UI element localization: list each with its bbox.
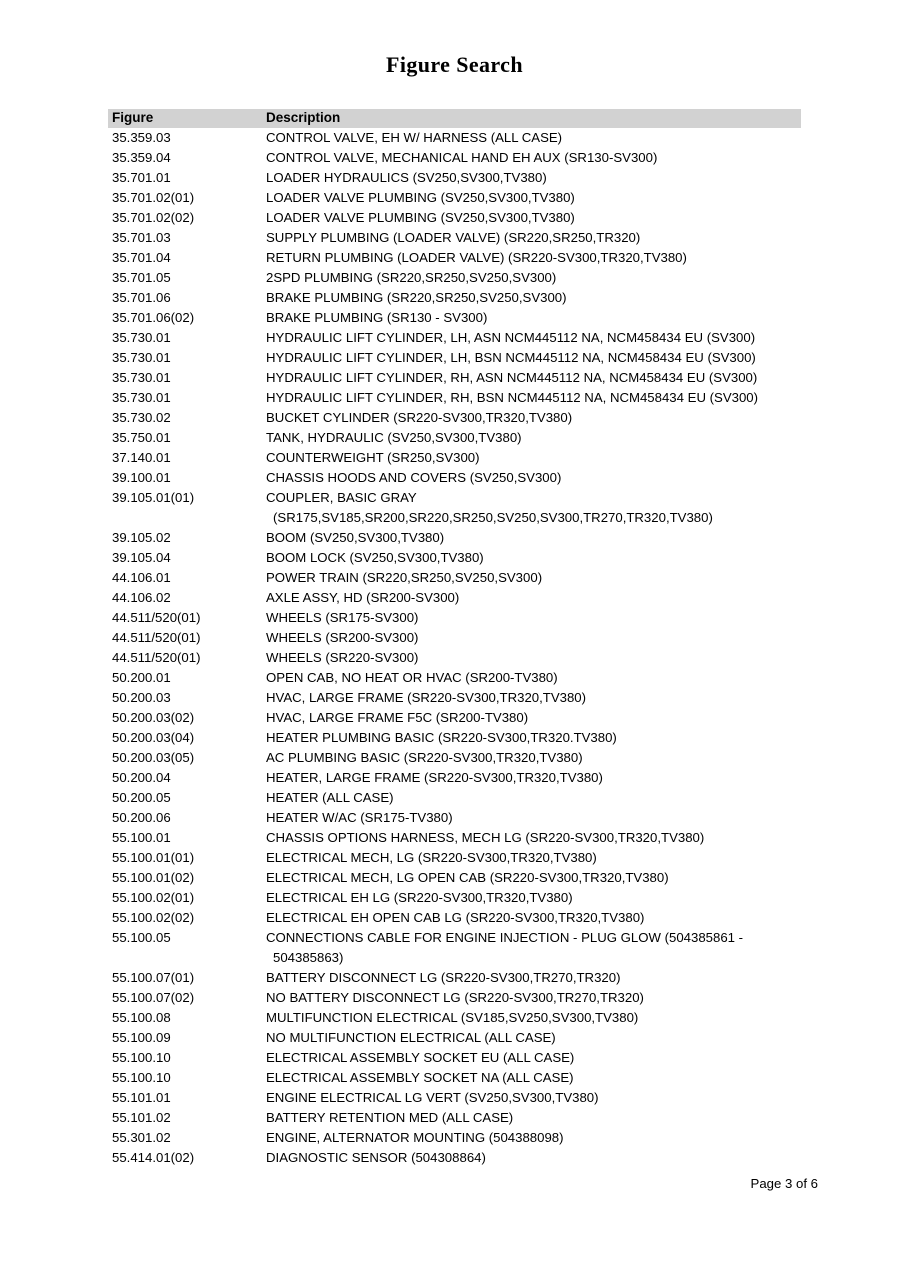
cell-figure: 35.730.01: [112, 330, 171, 345]
cell-description: HEATER (ALL CASE): [266, 790, 394, 805]
table-row: [108, 428, 801, 448]
cell-figure: 55.101.02: [112, 1110, 171, 1125]
table-row: [108, 968, 801, 988]
table-row: [108, 928, 801, 968]
cell-figure: 35.701.06: [112, 290, 171, 305]
table-row: [108, 988, 801, 1008]
cell-description: ENGINE ELECTRICAL LG VERT (SV250,SV300,TV380): [266, 1090, 599, 1105]
table-header: [108, 109, 801, 128]
cell-figure: 55.100.02(02): [112, 910, 195, 925]
cell-description: BATTERY RETENTION MED (ALL CASE): [266, 1110, 514, 1125]
cell-description: WHEELS (SR175-SV300): [266, 610, 419, 625]
table-row: [108, 1048, 801, 1068]
table-row: [108, 568, 801, 588]
table-row: [108, 228, 801, 248]
cell-figure: 44.511/520(01): [112, 630, 201, 645]
cell-figure: 35.701.03: [112, 230, 171, 245]
cell-figure: 44.511/520(01): [112, 650, 201, 665]
cell-description: POWER TRAIN (SR220,SR250,SV250,SV300): [266, 570, 543, 585]
cell-figure: 35.701.01: [112, 170, 171, 185]
cell-figure: 55.100.01(02): [112, 870, 195, 885]
table-row: [108, 748, 801, 768]
table-row: [108, 388, 801, 408]
cell-figure: 55.101.01: [112, 1090, 171, 1105]
cell-description: AC PLUMBING BASIC (SR220-SV300,TR320,TV380): [266, 750, 583, 765]
table-row: [108, 208, 801, 228]
table-row: [108, 908, 801, 928]
cell-description: 2SPD PLUMBING (SR220,SR250,SV250,SV300): [266, 270, 557, 285]
cell-figure: 55.100.01: [112, 830, 171, 845]
table-row: [108, 368, 801, 388]
figure-search-table: [108, 109, 801, 1168]
cell-figure: 44.106.01: [112, 570, 171, 585]
page-title: Figure Search: [386, 52, 523, 77]
table-row: [108, 188, 801, 208]
figure-search-table-container: [108, 109, 801, 1168]
table-row: [108, 1068, 801, 1088]
cell-figure: 50.200.06: [112, 810, 171, 825]
table-row: [108, 248, 801, 268]
cell-figure: 35.730.01: [112, 370, 171, 385]
cell-figure: 55.100.08: [112, 1010, 171, 1025]
column-header-figure: Figure: [108, 109, 262, 128]
table-row: [108, 728, 801, 748]
table-row: [108, 1108, 801, 1128]
cell-figure: 44.106.02: [112, 590, 171, 605]
table-row: [108, 648, 801, 668]
cell-description: CONTROL VALVE, EH W/ HARNESS (ALL CASE): [266, 130, 563, 145]
cell-description: BRAKE PLUMBING (SR130 - SV300): [266, 310, 488, 325]
cell-description: COUNTERWEIGHT (SR250,SV300): [266, 450, 480, 465]
cell-description: HVAC, LARGE FRAME (SR220-SV300,TR320,TV380): [266, 690, 587, 705]
cell-figure: 35.359.04: [112, 150, 171, 165]
cell-figure: 50.200.03: [112, 690, 171, 705]
cell-description: ENGINE, ALTERNATOR MOUNTING (504388098): [266, 1130, 564, 1145]
page-footer: Page 3 of 6: [750, 1176, 818, 1191]
cell-figure: 35.730.02: [112, 410, 171, 425]
cell-figure: 55.100.09: [112, 1030, 171, 1045]
cell-description: ELECTRICAL EH OPEN CAB LG (SR220-SV300,TR320,TV380): [266, 910, 645, 925]
cell-description: BOOM (SV250,SV300,TV380): [266, 530, 445, 545]
table-row: [108, 668, 801, 688]
description-line-2: 504385863): [273, 950, 344, 965]
table-row: [108, 128, 801, 148]
description-line-2: (SR175,SV185,SR200,SR220,SR250,SV250,SV300,TR270,TR320,TV380): [273, 510, 713, 525]
cell-description: HYDRAULIC LIFT CYLINDER, LH, ASN NCM445112 NA, NCM458434 EU (SV300): [266, 330, 756, 345]
cell-description: CHASSIS HOODS AND COVERS (SV250,SV300): [266, 470, 562, 485]
cell-figure: 39.100.01: [112, 470, 171, 485]
cell-figure: 35.701.06(02): [112, 310, 195, 325]
cell-figure: 50.200.05: [112, 790, 171, 805]
cell-figure: 35.701.04: [112, 250, 171, 265]
cell-figure: 55.301.02: [112, 1130, 171, 1145]
table-header-row: [108, 109, 801, 128]
table-row: [108, 1008, 801, 1028]
cell-figure: 39.105.01(01): [112, 490, 195, 505]
table-row: [108, 1088, 801, 1108]
cell-description: BUCKET CYLINDER (SR220-SV300,TR320,TV380): [266, 410, 573, 425]
cell-figure: 39.105.02: [112, 530, 171, 545]
cell-description: NO MULTIFUNCTION ELECTRICAL (ALL CASE): [266, 1030, 556, 1045]
table-row: [108, 348, 801, 368]
cell-description: LOADER VALVE PLUMBING (SV250,SV300,TV380): [266, 190, 575, 205]
table-row: [108, 168, 801, 188]
cell-figure: 50.200.04: [112, 770, 171, 785]
cell-figure: 35.730.01: [112, 390, 171, 405]
cell-figure: 35.359.03: [112, 130, 171, 145]
cell-description: [262, 488, 801, 528]
cell-description: CHASSIS OPTIONS HARNESS, MECH LG (SR220-SV300,TR320,TV380): [266, 830, 705, 845]
table-row: [108, 628, 801, 648]
column-header-description: Description: [262, 109, 801, 128]
cell-figure: 35.701.02(01): [112, 190, 195, 205]
description-line-1: COUPLER, BASIC GRAY: [266, 490, 417, 505]
table-row: [108, 288, 801, 308]
cell-figure: 55.100.10: [112, 1050, 171, 1065]
cell-description: HYDRAULIC LIFT CYLINDER, RH, ASN NCM445112 NA, NCM458434 EU (SV300): [266, 370, 758, 385]
table-row: [108, 888, 801, 908]
table-row: [108, 608, 801, 628]
cell-figure: 50.200.03(02): [112, 710, 195, 725]
cell-figure: 55.100.05: [112, 930, 171, 945]
cell-description: BATTERY DISCONNECT LG (SR220-SV300,TR270,TR320): [266, 970, 621, 985]
cell-figure: 35.750.01: [112, 430, 171, 445]
table-row: [108, 1028, 801, 1048]
table-row: [108, 588, 801, 608]
table-row: [108, 528, 801, 548]
cell-figure: 37.140.01: [112, 450, 171, 465]
table-row: [108, 808, 801, 828]
cell-figure: 44.511/520(01): [112, 610, 201, 625]
cell-description: ELECTRICAL MECH, LG (SR220-SV300,TR320,TV380): [266, 850, 597, 865]
cell-description: ELECTRICAL ASSEMBLY SOCKET EU (ALL CASE): [266, 1050, 575, 1065]
cell-description: HYDRAULIC LIFT CYLINDER, RH, BSN NCM445112 NA, NCM458434 EU (SV300): [266, 390, 759, 405]
cell-description: RETURN PLUMBING (LOADER VALVE) (SR220-SV300,TR320,TV380): [266, 250, 687, 265]
cell-figure: 55.100.10: [112, 1070, 171, 1085]
cell-figure: 35.730.01: [112, 350, 171, 365]
cell-figure: 55.100.02(01): [112, 890, 195, 905]
cell-description: DIAGNOSTIC SENSOR (504308864): [266, 1150, 486, 1165]
cell-description: HEATER W/AC (SR175-TV380): [266, 810, 453, 825]
cell-description: HEATER, LARGE FRAME (SR220-SV300,TR320,TV380): [266, 770, 603, 785]
cell-description: ELECTRICAL ASSEMBLY SOCKET NA (ALL CASE): [266, 1070, 574, 1085]
cell-description: OPEN CAB, NO HEAT OR HVAC (SR200-TV380): [266, 670, 558, 685]
table-row: [108, 848, 801, 868]
cell-description: HVAC, LARGE FRAME F5C (SR200-TV380): [266, 710, 529, 725]
table-row: [108, 548, 801, 568]
cell-figure: 35.701.02(02): [112, 210, 195, 225]
table-row: [108, 448, 801, 468]
cell-figure: 55.414.01(02): [112, 1150, 195, 1165]
table-row: [108, 308, 801, 328]
table-row: [108, 868, 801, 888]
cell-description: WHEELS (SR200-SV300): [266, 630, 419, 645]
cell-description: ELECTRICAL EH LG (SR220-SV300,TR320,TV380): [266, 890, 573, 905]
cell-figure: 55.100.07(01): [112, 970, 195, 985]
table-row: [108, 788, 801, 808]
cell-description: CONTROL VALVE, MECHANICAL HAND EH AUX (SR130-SV300): [266, 150, 658, 165]
table-row: [108, 708, 801, 728]
cell-description: WHEELS (SR220-SV300): [266, 650, 419, 665]
table-row: [108, 828, 801, 848]
description-line-1: CONNECTIONS CABLE FOR ENGINE INJECTION - PLUG GLOW (504385861 -: [266, 930, 744, 945]
table-row: [108, 1128, 801, 1148]
table-row: [108, 328, 801, 348]
cell-figure: 50.200.03(04): [112, 730, 195, 745]
cell-description: MULTIFUNCTION ELECTRICAL (SV185,SV250,SV300,TV380): [266, 1010, 639, 1025]
cell-description: HEATER PLUMBING BASIC (SR220-SV300,TR320.TV380): [266, 730, 617, 745]
table-body: [108, 128, 801, 1168]
table-row: [108, 1148, 801, 1168]
cell-description: [262, 928, 801, 968]
table-row: [108, 688, 801, 708]
cell-description: LOADER VALVE PLUMBING (SV250,SV300,TV380): [266, 210, 575, 225]
cell-figure: 35.701.05: [112, 270, 171, 285]
table-row: [108, 488, 801, 528]
cell-description: TANK, HYDRAULIC (SV250,SV300,TV380): [266, 430, 522, 445]
cell-description: BOOM LOCK (SV250,SV300,TV380): [266, 550, 484, 565]
cell-figure: 50.200.01: [112, 670, 171, 685]
table-row: [108, 768, 801, 788]
cell-description: LOADER HYDRAULICS (SV250,SV300,TV380): [266, 170, 547, 185]
table-row: [108, 408, 801, 428]
cell-description: BRAKE PLUMBING (SR220,SR250,SV250,SV300): [266, 290, 567, 305]
cell-figure: 39.105.04: [112, 550, 171, 565]
table-row: [108, 468, 801, 488]
cell-description: NO BATTERY DISCONNECT LG (SR220-SV300,TR270,TR320): [266, 990, 644, 1005]
cell-figure: 55.100.01(01): [112, 850, 195, 865]
table-row: [108, 268, 801, 288]
cell-description: ELECTRICAL MECH, LG OPEN CAB (SR220-SV300,TR320,TV380): [266, 870, 669, 885]
cell-description: AXLE ASSY, HD (SR200-SV300): [266, 590, 460, 605]
cell-description: SUPPLY PLUMBING (LOADER VALVE) (SR220,SR250,TR320): [266, 230, 641, 245]
cell-figure: 50.200.03(05): [112, 750, 195, 765]
cell-description: HYDRAULIC LIFT CYLINDER, LH, BSN NCM445112 NA, NCM458434 EU (SV300): [266, 350, 756, 365]
table-row: [108, 148, 801, 168]
cell-figure: 55.100.07(02): [112, 990, 195, 1005]
